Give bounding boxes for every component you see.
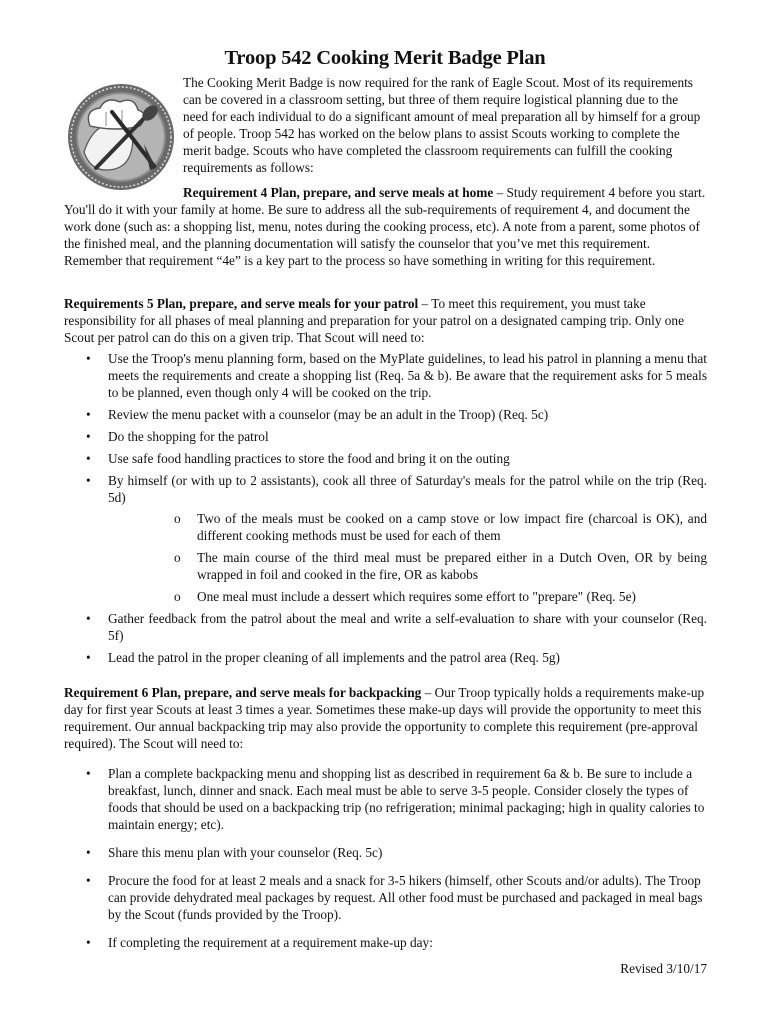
requirement-5-text: – To meet this requirement, you must take responsibility for all phases of meal planning and preparation for your patrol on a designated camping trip. Only one Scout per patrol can do this on a given trip. That Scout will need to: bbox=[64, 296, 684, 345]
bullet-icon: • bbox=[86, 873, 91, 888]
list-item: • Share this menu plan with your counselor (Req. 5c) bbox=[86, 845, 383, 860]
requirement-4-paragraph bbox=[64, 184, 707, 269]
sub-list-item: o One meal must include a dessert which requires some effort to "prepare" (Req. 5e) bbox=[174, 589, 636, 604]
requirement-4-text: – Study requirement 4 before you start. You'll do it with your family at home. Be sure to address all the sub-requirements of requirement 4, and document the work done (such as: a shopping list, menu, notes during the cooking process, etc). A note from a parent, some photos of the finished meal, and the planning documentation will satisfy the counselor that you’ve met this requirement. Remember that requirement “4e” is a key part to the process so have something in writing for this requirement. bbox=[64, 185, 706, 268]
list-item: • Procure the food for at least 2 meals and a snack for 3-5 hikers (himself, other Scouts and/or adults). The Troop can provide dehydrated meal packages by request. All other food must be purchased and packaged in meal bags by the Scout (funds provided by the Troop). bbox=[86, 873, 703, 922]
sub-list-item: o Two of the meals must be cooked on a camp stove or low impact fire (charcoal is OK), and different cooking methods must be used for each of them bbox=[174, 511, 707, 543]
requirement-4-heading: Requirement 4 Plan, prepare, and serve meals at home bbox=[183, 185, 494, 200]
circle-bullet-icon: o bbox=[174, 511, 181, 526]
requirement-6-paragraph bbox=[64, 684, 707, 752]
bullet-icon: • bbox=[86, 845, 91, 860]
requirement-6-list bbox=[64, 765, 707, 962]
requirement-5-heading: Requirements 5 Plan, prepare, and serve meals for your patrol bbox=[64, 296, 419, 311]
bullet-icon: • bbox=[86, 766, 91, 781]
bullet-icon: • bbox=[86, 473, 91, 488]
page-title: Troop 542 Cooking Merit Badge Plan bbox=[224, 47, 546, 69]
sub-list bbox=[108, 510, 707, 605]
list-item: • Review the menu packet with a counselor (may be an adult in the Troop) (Req. 5c) bbox=[86, 407, 549, 422]
list-item: • Do the shopping for the patrol bbox=[86, 429, 269, 444]
list-item: • Gather feedback from the patrol about the meal and write a self-evaluation to share with your counselor (Req. 5f) bbox=[86, 611, 707, 643]
requirement-6-heading: Requirement 6 Plan, prepare, and serve meals for backpacking bbox=[64, 685, 422, 700]
list-item: • Plan a complete backpacking menu and shopping list as described in requirement 6a & b. Be sure to include a breakfast, lunch, dinner and snack. Each meal must be able to serve 3-5 people. Consider closely the types of foods that should be used on a backpacking trip (no refrigeration; minimal packaging; high in quality calories to maintain energy; etc). bbox=[86, 766, 705, 832]
circle-bullet-icon: o bbox=[174, 589, 181, 604]
intro-paragraph: The Cooking Merit Badge is now required for the rank of Eagle Scout. Most of its requirements can be covered in a classroom setting, but three of them require logistical planning due to the need for each individual to do a significant amount of meal preparation all by himself for a group of people. Troop 542 has worked on the below plans to assist Scouts working to complete the merit badge. Scouts who have completed the classroom requirements can fulfill the cooking requirements as follows: bbox=[183, 75, 701, 175]
list-item: • Lead the patrol in the proper cleaning of all implements and the patrol area (Req. 5g) bbox=[86, 650, 560, 665]
bullet-icon: • bbox=[86, 351, 91, 366]
requirement-5-list bbox=[64, 350, 707, 671]
cooking-merit-badge-emblem bbox=[66, 82, 176, 192]
circle-bullet-icon: o bbox=[174, 550, 181, 565]
bullet-icon: • bbox=[86, 451, 91, 466]
bullet-icon: • bbox=[86, 429, 91, 444]
revision-date: Revised 3/10/17 bbox=[620, 961, 707, 976]
list-item: • By himself (or with up to 2 assistants), cook all three of Saturday's meals for the patrol while on the trip (Req. 5d) o Two of the meals must be cooked on a camp stove or low impact fire (charcoal is OK), and different cooking methods must be used for each of them o The main course of the third meal must be prepared either in a Dutch Oven, OR by being wrapped in foil and cooked in the fire, OR as kabobs o One meal must include a dessert which requires some effort to "prepare" (Req. 5e) bbox=[86, 473, 707, 604]
requirement-5-paragraph bbox=[64, 295, 707, 346]
bullet-icon: • bbox=[86, 611, 91, 626]
sub-list-item: o The main course of the third meal must be prepared either in a Dutch Oven, OR by being wrapped in foil and cooked in the fire, OR as kabobs bbox=[174, 550, 707, 582]
list-item: • Use safe food handling practices to store the food and bring it on the outing bbox=[86, 451, 510, 466]
list-item: • Use the Troop's menu planning form, based on the MyPlate guidelines, to lead his patrol in planning a menu that meets the requirements and create a shopping list (Req. 5a & b). Be aware that the requirement asks for 5 meals to be planned, even though only 4 will be cooked on the trip. bbox=[86, 351, 707, 400]
req4-indent bbox=[64, 185, 183, 200]
requirement-6-text: – Our Troop typically holds a requirements make-up day for first year Scouts at least 3 times a year. Sometimes these make-up days will provide the opportunity to meet this requirement. Our annual backpacking trip may also provide the opportunity to complete this requirement (pre-approval required). The Scout will need to: bbox=[64, 685, 705, 751]
bullet-icon: • bbox=[86, 935, 91, 950]
bullet-icon: • bbox=[86, 650, 91, 665]
list-item: • If completing the requirement at a requirement make-up day: bbox=[86, 935, 433, 950]
bullet-icon: • bbox=[86, 407, 91, 422]
